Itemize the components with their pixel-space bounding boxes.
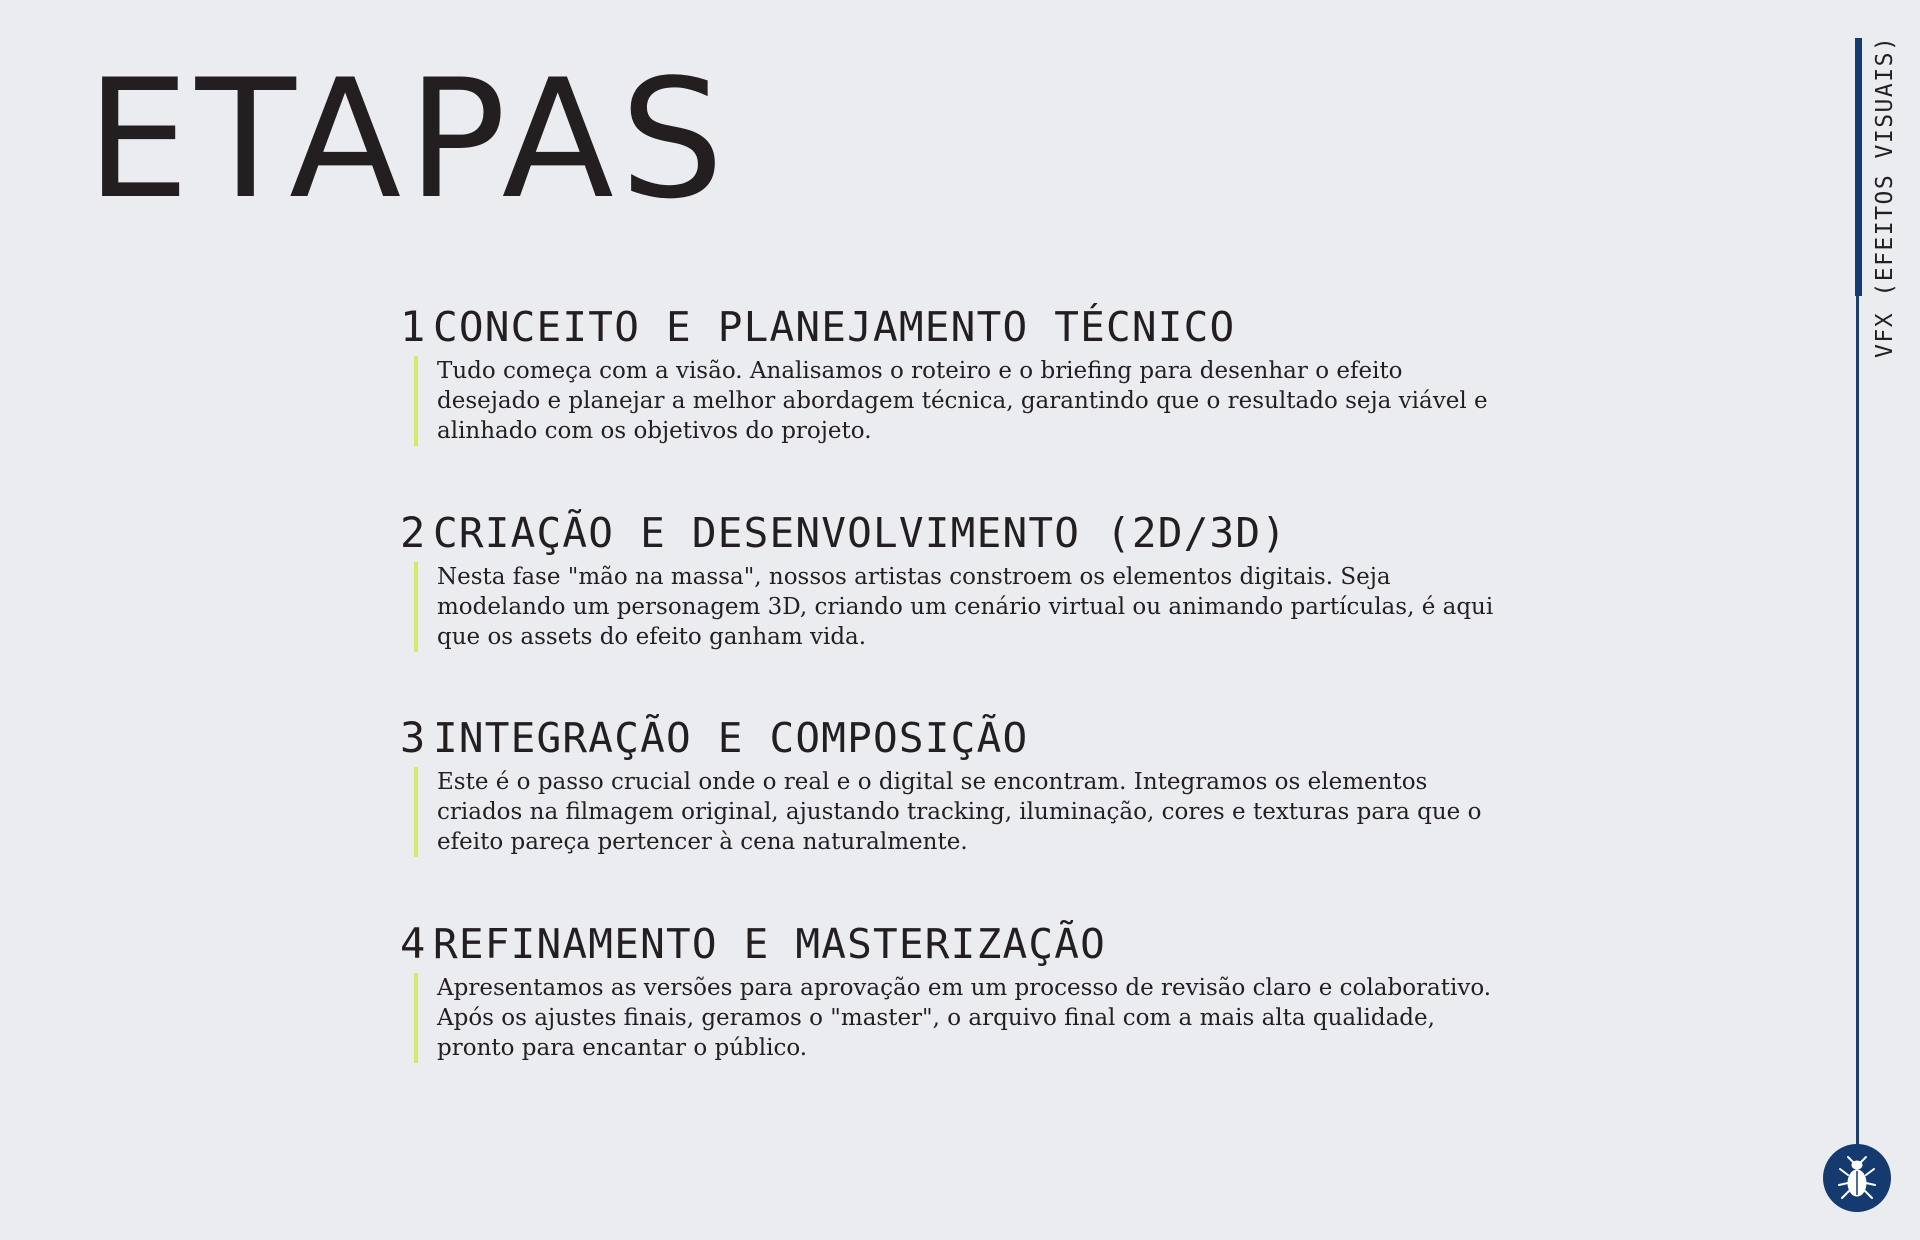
- step-description: Tudo começa com a visão. Analisamos o roteiro e o briefing para desenhar o efeito desejado e planejar a melhor abordagem técnica, garantindo que o resultado seja viável e alinhado com os objetivos do projeto.: [437, 358, 1488, 444]
- step-title: INTEGRAÇÃO E COMPOSIÇÃO: [433, 714, 1029, 762]
- step-body: [414, 767, 1497, 857]
- step-header: [400, 298, 1500, 356]
- brand-badge: [1823, 1144, 1891, 1212]
- step-item: [400, 504, 1500, 652]
- page-title: ETAPAS: [86, 44, 730, 235]
- step-header: [400, 709, 1500, 767]
- step-description: Apresentamos as versões para aprovação em um processo de revisão claro e colaborativo. Após os ajustes finais, geramos o "master", o arquivo final com a mais alta qualidade, pronto para encantar o público.: [437, 975, 1492, 1061]
- step-item: [400, 298, 1500, 446]
- step-body: [414, 356, 1497, 446]
- step-header: [400, 915, 1500, 973]
- step-item: [400, 915, 1500, 1063]
- step-title: CRIAÇÃO E DESENVOLVIMENTO (2D/3D): [433, 509, 1288, 557]
- step-number: 2: [400, 508, 426, 557]
- side-rail-accent: [1855, 38, 1862, 296]
- step-body: [414, 973, 1497, 1063]
- beetle-icon: [1836, 1155, 1878, 1201]
- step-number: 1: [400, 302, 426, 351]
- step-body: [414, 562, 1497, 652]
- step-description: Nesta fase "mão na massa", nossos artistas constroem os elementos digitais. Seja modelando um personagem 3D, criando um cenário virtual ou animando partículas, é aqui que os assets do efeito ganham vida.: [437, 564, 1494, 650]
- step-title: REFINAMENTO E MASTERIZAÇÃO: [433, 920, 1106, 968]
- step-item: [400, 709, 1500, 857]
- step-header: [400, 504, 1500, 562]
- section-label: VFX (EFEITOS VISUAIS): [1872, 35, 1898, 358]
- step-title: CONCEITO E PLANEJAMENTO TÉCNICO: [433, 303, 1236, 351]
- step-description: Este é o passo crucial onde o real e o digital se encontram. Integramos os elementos criados na filmagem original, ajustando tracking, iluminação, cores e texturas para que o efeito pareça pertencer à cena naturalmente.: [437, 769, 1482, 855]
- step-number: 4: [400, 919, 426, 968]
- step-number: 3: [400, 713, 426, 762]
